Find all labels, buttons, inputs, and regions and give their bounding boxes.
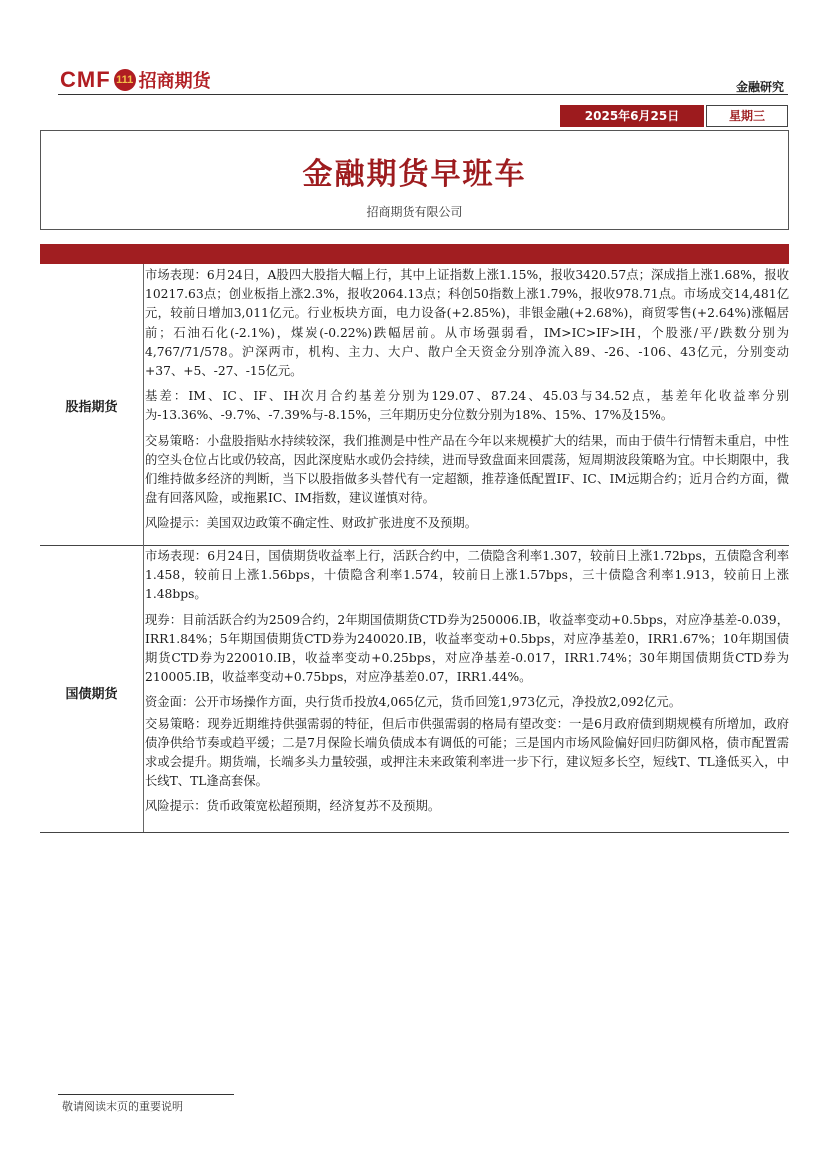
paragraph: 交易策略：小盘股指贴水持续较深，我们推测是中性产品在今年以来规模扩大的结果，而由于债牛行情暂未重启，中性的空头仓位占比或仍较高，因此深度贴水或仍会持续，进而导致盘面来回震荡，短周期波段策略为宜。中长期限中，我们维持做多经济的判断，当下以股指做多头替代有一定超额，推荐逢低配置IF、IC、IM远期合约；近月合约方面，微盘有回落风险，或拖累IC、IM指数，建议谨慎对待。: [145, 433, 789, 506]
section-label: 国债期货: [65, 687, 118, 702]
paragraph: 基差：IM、IC、IF、IH次月合约基差分别为129.07、87.24、45.03与34.52点，基差年化收益率分别为-13.36%、-9.7%、-7.39%与-8.15%，三年期历史分位数分别为18%、15%、17%及15%。: [145, 389, 789, 423]
title-box: [40, 130, 789, 230]
paragraph: 市场表现：6月24日，国债期货收益率上行，活跃合约中，二债隐含利率1.307，较前日上涨1.72bps，五债隐含利率1.458，较前日上涨1.56bps，十债隐含利率1.574，较前日上涨1.57bps，三十债隐含利率1.913，较前日上涨1.48bps。: [145, 549, 789, 602]
header-divider: [58, 94, 788, 95]
column-divider: [143, 545, 144, 832]
page-title: 金融期货早班车: [302, 157, 527, 192]
footer-note: 敬请阅读末页的重要说明: [62, 1100, 183, 1113]
logo-cn: 招商期货: [138, 71, 211, 92]
section-content: [145, 266, 789, 540]
logo-en: CMF: [60, 67, 111, 92]
department-label: 金融研究: [735, 80, 784, 94]
table-bottom-border: [40, 832, 789, 833]
section-label: 股指期货: [65, 400, 118, 415]
paragraph: 资金面：公开市场操作方面，央行货币投放4,065亿元，货币回笼1,973亿元，净投放2,092亿元。: [145, 695, 682, 710]
paragraph: 风险提示：货币政策宽松超预期，经济复苏不及预期。: [145, 799, 441, 814]
report-weekday: 星期三: [706, 105, 788, 127]
report-date: 2025年6月25日: [560, 105, 704, 127]
section-stock-index-futures: [40, 264, 789, 545]
footer-divider: [58, 1094, 234, 1095]
paragraph: 风险提示：美国双边政策不确定性、财政扩张进度不及预期。: [145, 516, 478, 531]
paragraph: 交易策略：现券近期维持供强需弱的特征，但后市供强需弱的格局有望改变：一是6月政府债到期规模有所增加，政府债净供给节奏或趋平缓；二是7月保险长端负债成本有调低的可能；三是国内市场风险偏好回归防御风格，债市配置需求或会提升。期货端，长端多头力量较强，或押注未来政策利率进一步下行，建议短多长空，短线T、TL逢低买入，中长线T、TL逢高套保。: [145, 716, 789, 789]
section-treasury-futures: [40, 545, 789, 832]
logo-badge-icon: 111: [114, 69, 136, 91]
paragraph: 市场表现：6月24日，A股四大股指大幅上行，其中上证指数上涨1.15%，报收3420.57点；深成指上涨1.68%，报收10217.63点；创业板指上涨2.3%，报收2064.13点；科创50指数上涨1.79%，报收978.71点。市场成交14,481亿元，较前日增加3,011亿元。行业板块方面，电力设备(+2.85%)，非银金融(+2.68%)，商贸零售(+2.64%)涨幅居前；石油石化(-2.1%)，煤炭(-0.22%)跌幅居前。从市场强弱看，IM>IC>IF>IH，个股涨/平/跌数分别为4,767/71/578。沪深两市，机构、主力、大户、散户全天资金分别净流入89、-26、-106、43亿元，分别变动+37、+5、-27、-15亿元。: [145, 268, 789, 379]
company-name: 招商期货有限公司: [366, 205, 463, 219]
company-logo: [60, 66, 211, 94]
column-divider: [143, 264, 144, 545]
table-header-bar: [40, 244, 789, 264]
paragraph: 现券：目前活跃合约为2509合约，2年期国债期货CTD券为250006.IB，收益率变动+0.5bps，对应净基差-0.039，IRR1.84%；5年期国债期货CTD券为240020.IB，收益率变动+0.5bps，对应净基差0，IRR1.67%；10年期国债期货CTD券为220010.IB，收益率变动+0.25bps，对应净基差-0.017，IRR1.74%；30年期国债期货CTD券为210005.IB，收益率变动+0.75bps，对应净基差0.07，IRR1.44%。: [145, 612, 789, 685]
section-content: [145, 547, 789, 823]
